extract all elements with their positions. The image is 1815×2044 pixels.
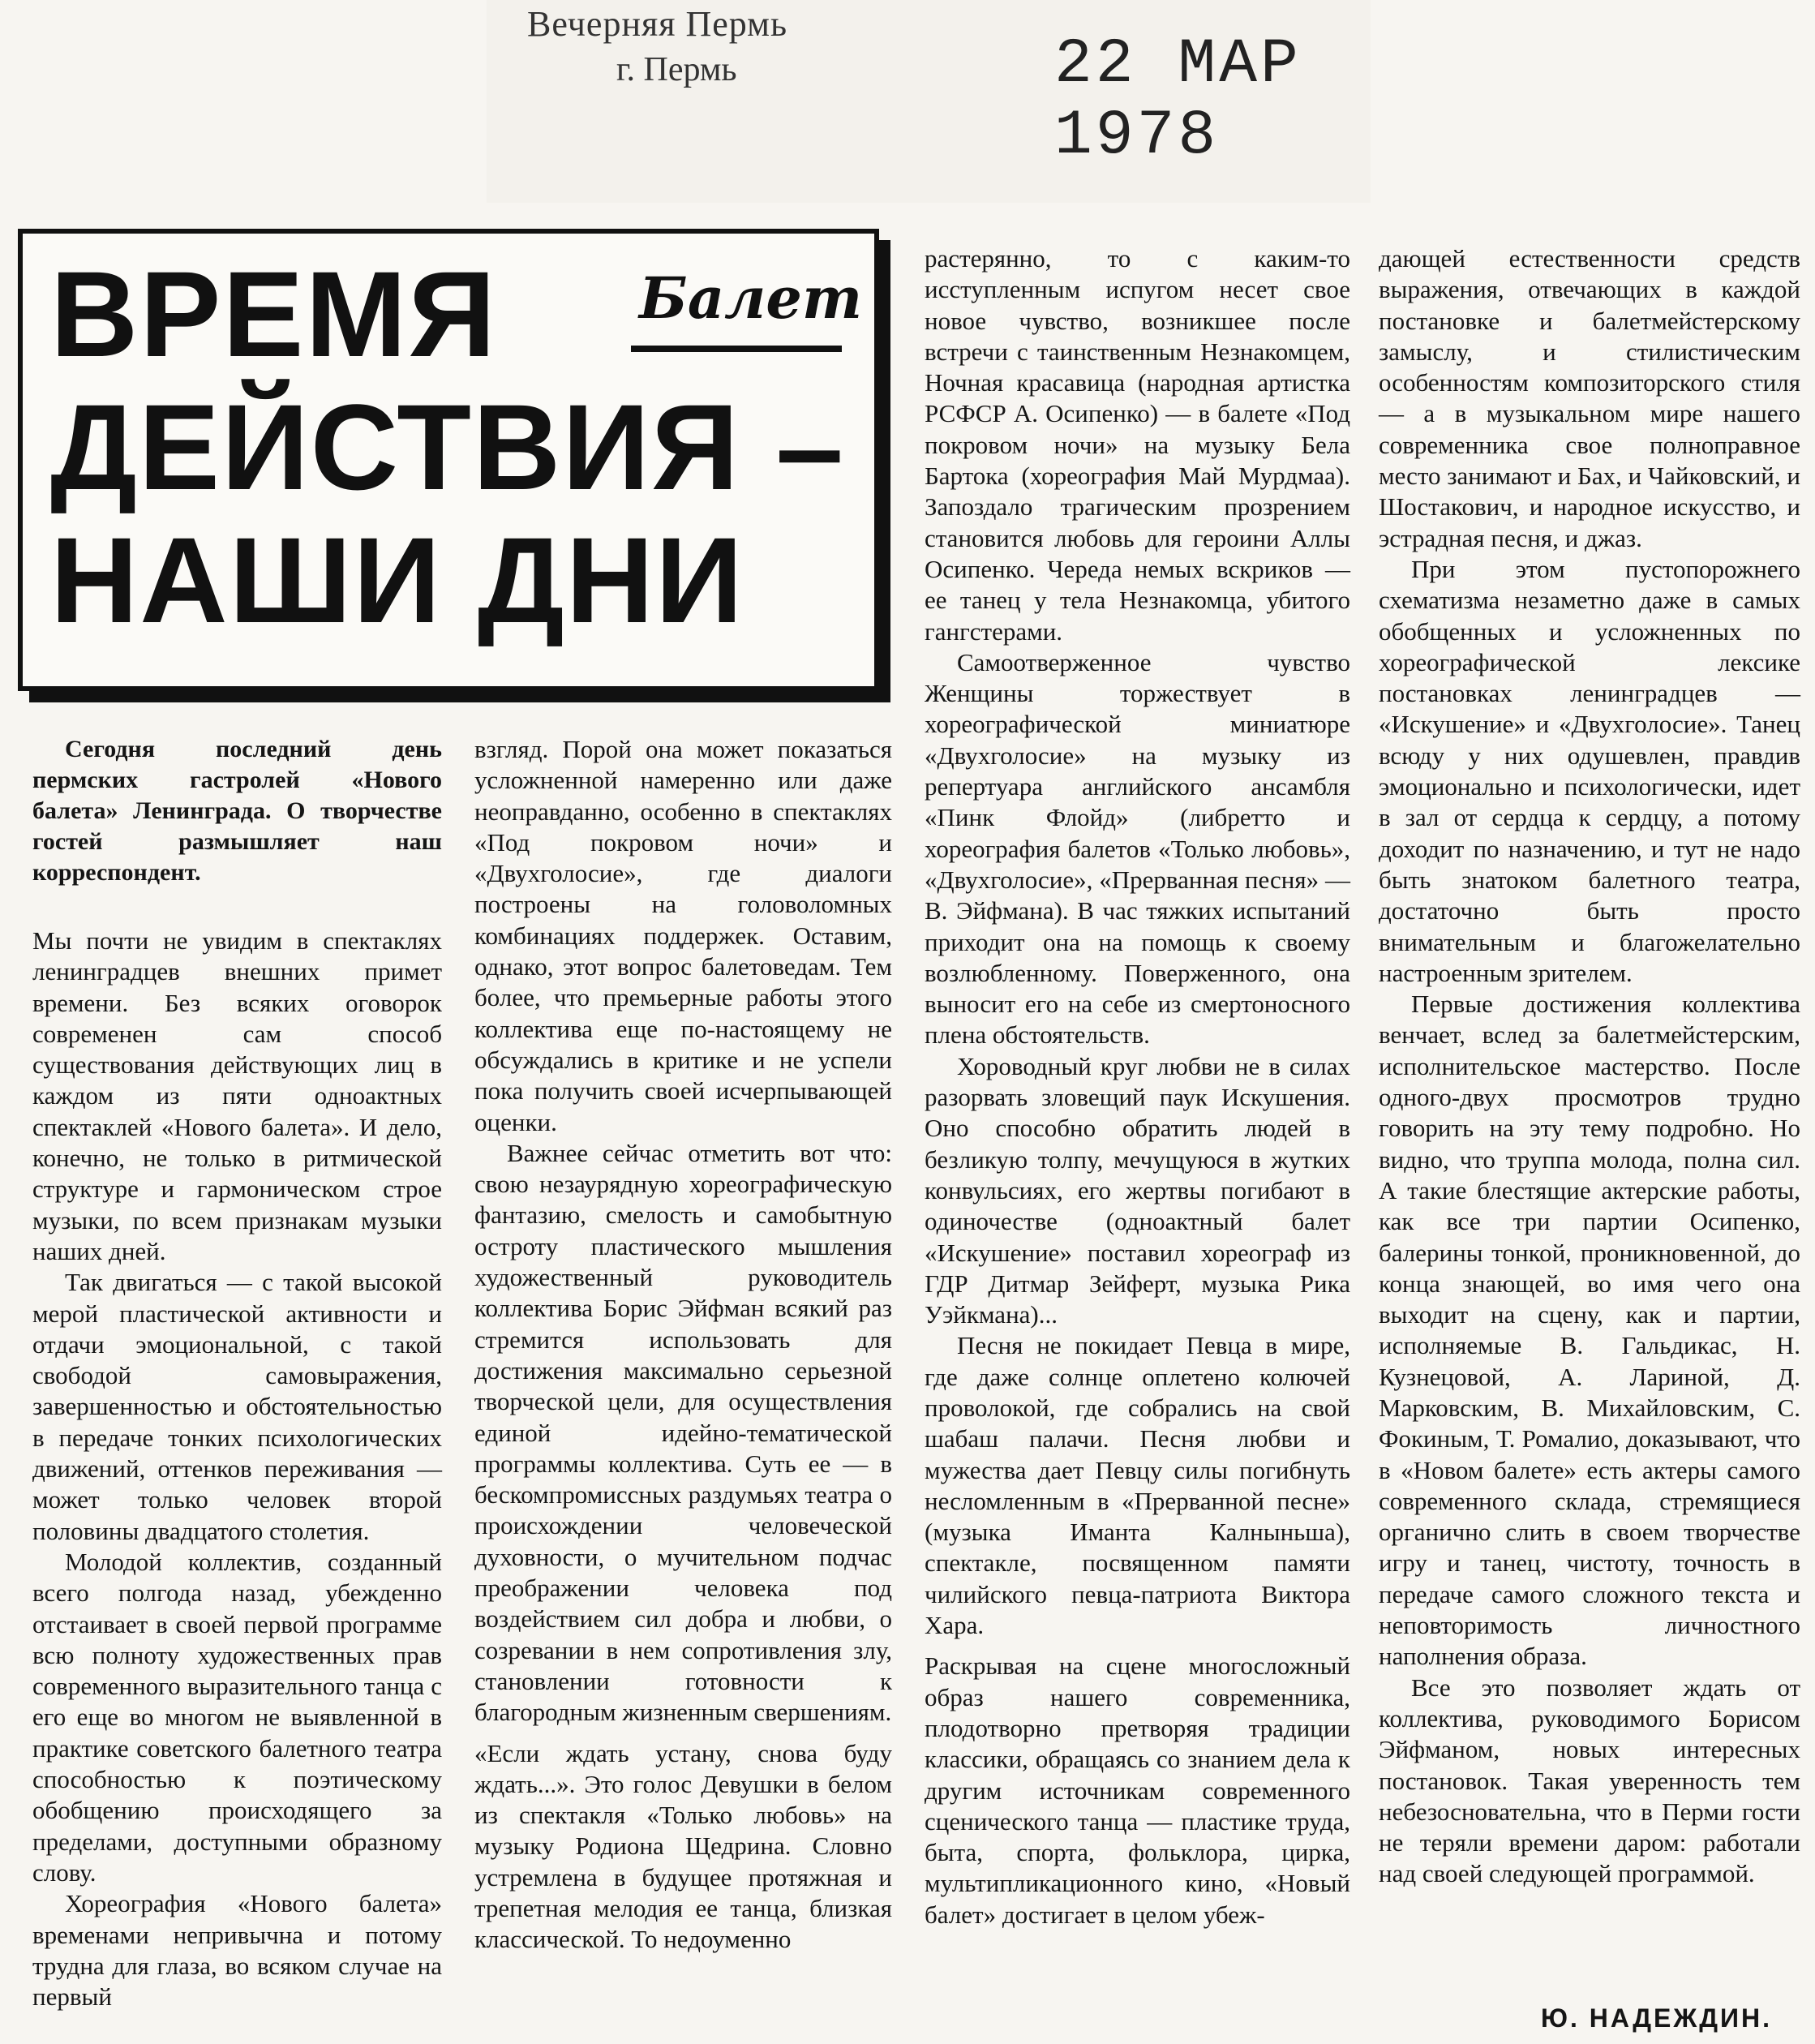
column-1 [32, 734, 442, 2012]
paragraph: Хореография «Нового балета» временами непривычна и потому трудна для глаза, во всяком случае на первый [32, 1889, 442, 2012]
paragraph: дающей естественности средств выражения, отвечающих в каждой постановке и балетмейстерскому замыслу, и стилистическим особенностям композиторского стиля — а в музыкальном мире нашего современника свое полноправное место занимают и Бах, и Чайковский, и Шостакович, и народное искусство, и эстрадная песня, и джаз. [1379, 244, 1800, 552]
rubric-underline [631, 346, 842, 352]
publication-name: Вечерняя Пермь [527, 4, 788, 44]
paragraph: Молодой коллектив, созданный всего полгода назад, убежденно отстаивает в своей первой программе всю полноту художественных прав современного выразительного танца с его еще во многом не выявленной в практике советского балетного театра способностью к поэтическому обобщению происходящего за пределами, доступными образному слову. [32, 1547, 442, 1887]
paragraph: Песня не покидает Певца в мире, где даже солнце оплетено колючей проволокой, где собрались на свой шабаш палачи. Песня любви и мужества дает Певцу силы погибнуть несломленным в «Прерванной песне» (музыка Иманта Калныньша), спектакле, посвященном памяти чилийского певца-патриота Виктора Хара. [925, 1331, 1350, 1640]
column-2 [474, 734, 892, 1956]
stamp-date: 22 МАР 1978 [1054, 29, 1302, 172]
headline-line-3: НАШИ ДНИ [50, 512, 744, 648]
paragraph: Хороводный круг любви не в силах разорвать зловещий паук Искушения. Оно способно обратить людей в безликую толпу, мечущуюся в жутких конвульсиях, его жертвы погибают в одиночестве (одноактный балет «Искушение» поставил хореограф из ГДР Дитмар Зейферт, музыка Рика Уэйкмана)... [925, 1051, 1350, 1329]
author-signature: Ю. НАДЕЖДИН. [1541, 2003, 1773, 2033]
paragraph: Самоотверженное чувство Женщины торжествует в хореографической миниатюре «Двухголосие» на музыку из репертуара английского ансамбля «Пинк Флойд» (либретто и хореография балетов «Только любовь», «Двухголосие», «Прерванная песня» — В. Эйфмана). В час тяжких испытаний приходит она на помощь к своему возлюбленному. Поверженного, она выносит его на себе из смертоносного плена обстоятельств. [925, 647, 1350, 1050]
archive-stamp [487, 0, 1371, 203]
paragraph: Раскрывая на сцене многосложный образ нашего современника, плодотворно претворяя традиции классики, обращаясь со знанием дела к другим источникам современного сценического танца — пластике труда, быта, спорта, фольклора, цирка, мультипликационного кино, «Новый балет» достигает в целом убеж- [925, 1651, 1350, 1929]
paragraph: «Если ждать устану, снова буду ждать...». Это голос Девушки в белом из спектакля «Только любовь» на музыку Родиона Щедрина. Словно устремлена в будущее протяжная и трепетная мелодия ее танца, близкая классической. То недоуменно [474, 1738, 892, 1954]
rubric-label: Балет [639, 264, 863, 332]
publication-city: г. Пермь [616, 51, 737, 88]
headline-box [18, 229, 879, 691]
paragraph: Так двигаться — с такой высокой мерой пластической активности и отдачи эмоциональной, с такой свободой самовыражения, завершенностью и обстоятельностью в передаче тонких психологических движений, оттенков переживания — может только человек второй половины двадцатого столетия. [32, 1268, 442, 1545]
paragraph: При этом пустопорожнего схематизма незаметно даже в самых обобщенных и усложненных по хореографической лексике постановках ленинградцев — «Искушение» и «Двухголосие». Танец всюду у них одушевлен, правдив эмоционально и психологически, идет в зал от сердца к сердцу, а потому доходит по назначению, и тут не надо быть знатоком балетного театра, достаточно быть просто внимательным и благожелательно настроенным зрителем. [1379, 554, 1800, 987]
paragraph: растерянно, то с каким-то исступленным испугом несет свое новое чувство, возникшее после встречи с таинственным Незнакомцем, Ночная красавица (народная артистка РСФСР А. Осипенко) — в балете «Под покровом ночи» на музыку Бела Бартока (хореография Май Мурдмаа). Запоздало трагическим прозрением становится любовь для героини Аллы Осипенко. Череда немых вскриков — ее танец у тела Незнакомца, убитого гангстерами. [925, 244, 1350, 646]
column-4 [1379, 243, 1800, 1890]
paragraph: Важнее сейчас отметить вот что: свою незаурядную хореографическую фантазию, смелость и самобытную остроту пластического мышления художественный руководитель коллектива Борис Эйфман всякий раз стремится использовать для достижения максимально серьезной творческой цели, для осуществления единой идейно-тематической программы коллектива. Суть ее — в бескомпромиссных раздумьях театра о происхождении человеческой духовности, о мучительном подчас преображении человека под воздействием сил добра и любви, о созревании в нем сопротивления злу, становлении готовности к благородным жизненным свершениям. [474, 1138, 892, 1727]
paragraph: Мы почти не увидим в спектаклях ленинградцев внешних примет времени. Без всяких оговорок современен сам способ существования действующих лиц в каждом из пяти одноактных спектаклей «Нового балета». И дело, конечно, не только в ритмической структуре и гармоническом строе музыки, по всем признакам музыки наших дней. [32, 926, 442, 1265]
intro-paragraph: Сегодня последний день пермских гастролей «Нового балета» Ленинграда. О творчестве гостей размышляет наш корреспондент. [32, 736, 442, 886]
headline-line-2: ДЕЙСТВИЯ – [50, 379, 845, 515]
paragraph: Все это позволяет ждать от коллектива, руководимого Борисом Эйфманом, новых интересных постановок. Такая уверенность тем небезосновательна, что в Перми гости не теряли времени даром: работали над своей следующей программой. [1379, 1673, 1800, 1888]
headline-line-1: ВРЕМЯ [50, 246, 498, 382]
paragraph: взгляд. Порой она может показаться усложненной намеренно или даже неоправданно, особенно в спектаклях «Под покровом ночи» и «Двухголосие», где диалоги построены на головоломных комбинациях поддержек. Оставим, однако, этот вопрос балетоведам. Тем более, что премьерные работы этого коллектива еще по-настоящему не обсуждались в критике и не успели пока получить своей исчерпывающей оценки. [474, 735, 892, 1136]
paragraph: Первые достижения коллектива венчает, вслед за балетмейстерским, исполнительское мастерство. После одного-двух просмотров трудно говорить на эту тему подробно. Но видно, что труппа молода, полна сил. А такие блестящие актерские работы, как все три партии Осипенко, балерины тонкой, проникновенной, до конца знающей, во имя чего она выходит на сцену, как и партии, исполняемые В. Гальдикас, Н. Кузнецовой, А. Лариной, Д. Марковским, В. Михайловским, С. Фокиным, Т. Ромалио, доказывают, что в «Новом балете» есть актеры самого современного склада, стремящиеся органично слить в своем творчестве игру и танец, чистоту, точность в передаче самого сложного текста и неповторимость личностного наполнения образа. [1379, 990, 1800, 1671]
column-3 [925, 243, 1350, 1930]
